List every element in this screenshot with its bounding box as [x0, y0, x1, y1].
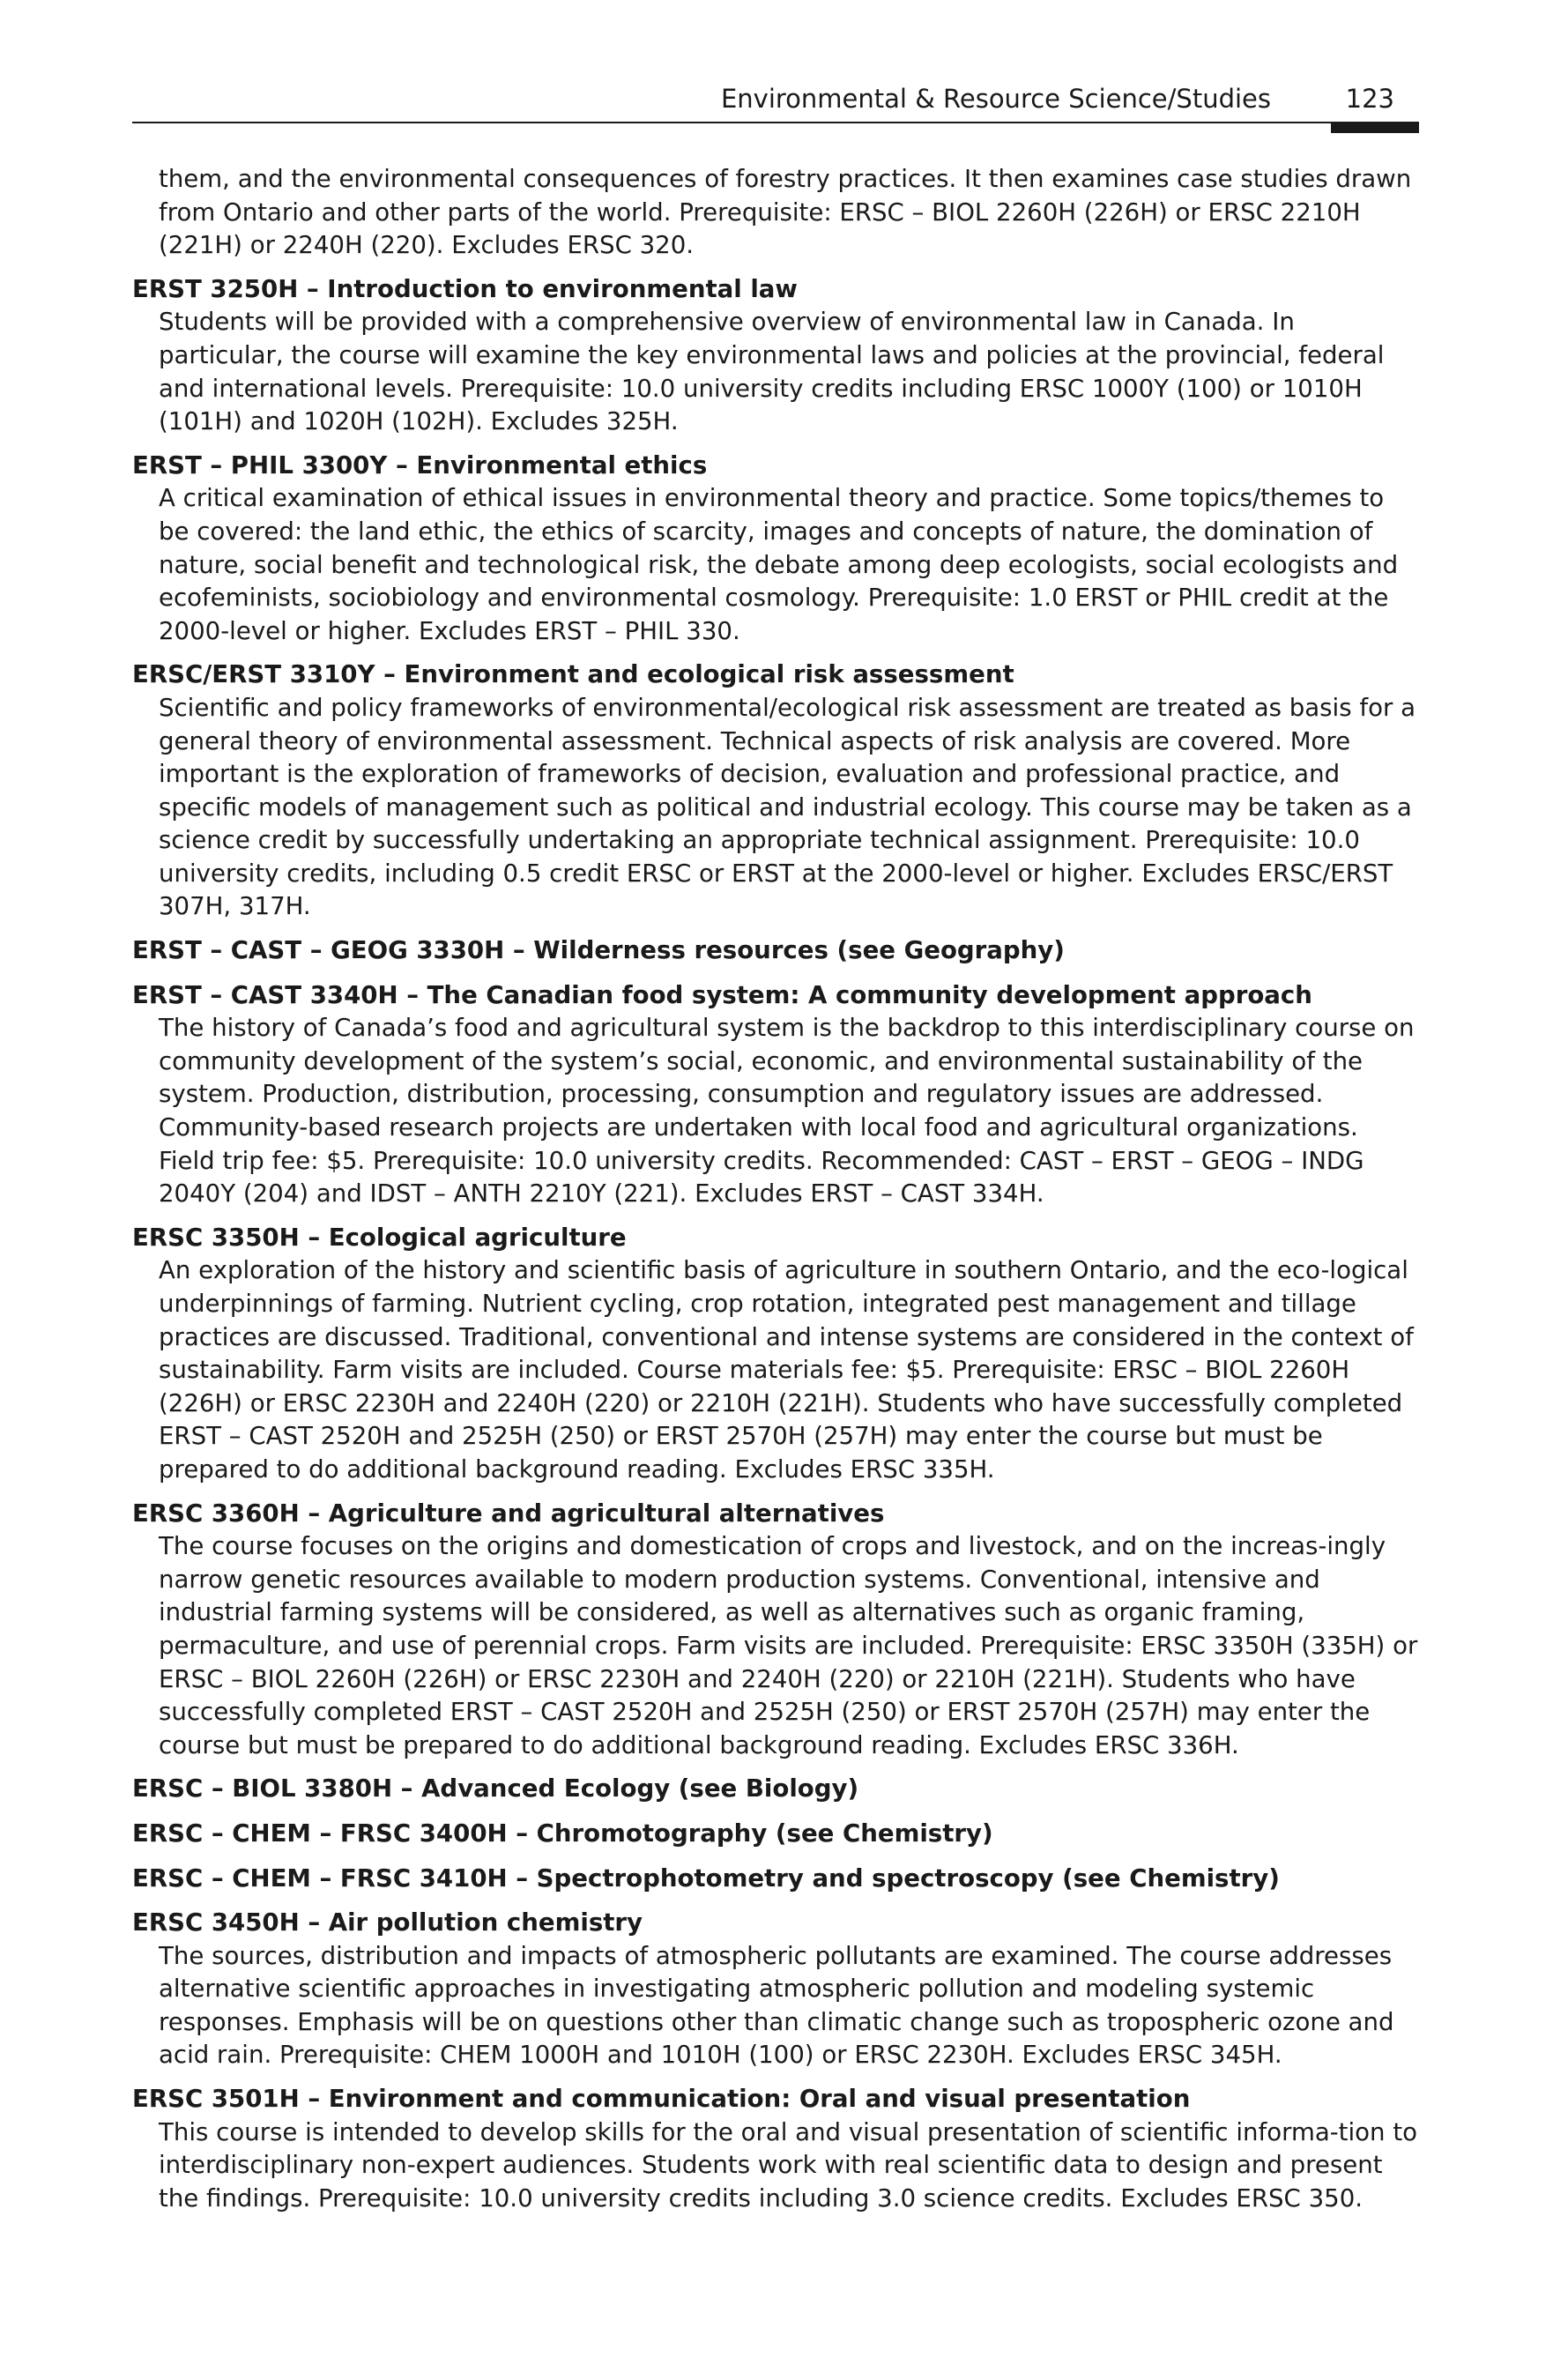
course-title: ERSC – CHEM – FRSC 3400H – Chromotography (see Chemistry)	[132, 1818, 993, 1848]
page-header	[132, 81, 1419, 123]
course-description: Students will be provided with a comprehensive overview of environmental law in Canada. In particular, the course will examine the key environmental laws and policies at the provincial, federal and international levels. Prerequisite: 10.0 university credits including ERSC 1000Y (100) or 1010H (101H) and 1020H (102H). Excludes 325H.	[159, 307, 1385, 436]
course-entry	[132, 449, 1421, 648]
course-title: ERSC 3360H – Agriculture and agricultural alternatives	[132, 1498, 885, 1528]
course-entry	[132, 1497, 1421, 1762]
course-title: ERSC – CHEM – FRSC 3410H – Spectrophotometry and spectroscopy (see Chemistry)	[132, 1863, 1280, 1893]
header-tab-marker	[1331, 123, 1419, 133]
course-description: This course is intended to develop skills for the oral and visual presentation of scientific informa-tion to interdisciplinary non-expert audiences. Students work with real scientific data to design and present the findings. Prerequisite: 10.0 university credits including 3.0 science credits. Excludes ERSC 350.	[159, 2116, 1418, 2213]
course-description: An exploration of the history and scientific basis of agriculture in southern Ontario, and the eco-logical underpinnings of farming. Nutrient cycling, crop rotation, integrated pest management and tillage practices are discussed. Traditional, conventional and intense systems are considered in the context of sustainability. Farm visits are included. Course materials fee: $5. Prerequisite: ERSC – BIOL 2260H (226H) or ERSC 2230H and 2240H (220) or 2210H (221H). Students who have successfully completed ERST – CAST 2520H and 2525H (250) or ERST 2570H (257H) may enter the course but must be prepared to do additional background reading. Excludes ERSC 335H.	[159, 1255, 1414, 1484]
course-entry	[132, 1221, 1421, 1486]
course-entry	[132, 1906, 1421, 2071]
course-entry	[132, 1862, 1421, 1895]
course-title: ERSC 3350H – Ecological agriculture	[132, 1222, 627, 1252]
course-title: ERSC 3501H – Environment and communication: Oral and visual presentation	[132, 2084, 1191, 2114]
course-listing	[132, 162, 1421, 2225]
header-rule	[132, 122, 1419, 123]
course-title: ERSC – BIOL 3380H – Advanced Ecology (see Biology)	[132, 1774, 859, 1804]
course-description: Scientific and policy frameworks of environmental/ecological risk assessment are treated as basis for a general theory of environmental assessment. Technical aspects of risk analysis are covered. More important is the exploration of frameworks of decision, evaluation and professional practice, and specific models of management such as political and industrial ecology. This course may be taken as a science credit by successfully undertaking an appropriate technical assignment. Prerequisite: 10.0 university credits, including 0.5 credit ERSC or ERST at the 2000-level or higher. Excludes ERSC/ERST 307H, 317H.	[159, 692, 1416, 921]
course-entry	[132, 978, 1421, 1210]
page-number: 123	[1345, 84, 1394, 114]
course-description: The history of Canada’s food and agricultural system is the backdrop to this interdisciplinary course on community development of the system’s social, economic, and environmental sustainability of the system. Production, distribution, processing, consumption and regulatory issues are addressed. Community-based research projects are undertaken with local food and agricultural organizations. Field trip fee: $5. Prerequisite: 10.0 university credits. Recommended: CAST – ERST – GEOG – INDG 2040Y (204) and IDST – ANTH 2210Y (221). Excludes ERST – CAST 334H.	[159, 1013, 1415, 1209]
course-description: A critical examination of ethical issues in environmental theory and practice. Some topics/themes to be covered: the land ethic, the ethics of scarcity, images and concepts of nature, the domination of nature, social benefit and technological risk, the debate among deep ecologists, social ecologists and ecofeminists, sociobiology and environmental cosmology. Prerequisite: 1.0 ERST or PHIL credit at the 2000-level or higher. Excludes ERST – PHIL 330.	[159, 483, 1399, 645]
course-entry	[132, 2082, 1421, 2214]
course-title: ERST – CAST 3340H – The Canadian food system: A community development approach	[132, 979, 1312, 1009]
course-title: ERST 3250H – Introduction to environmental law	[132, 273, 798, 303]
course-title: ERSC/ERST 3310Y – Environment and ecological risk assessment	[132, 659, 1014, 689]
course-entry	[132, 272, 1421, 438]
course-description: The course focuses on the origins and domestication of crops and livestock, and on the increas-ingly narrow genetic resources available to modern production systems. Conventional, intensive and industrial farming systems will be considered, as well as alternatives such as organic framing, permaculture, and use of perennial crops. Farm visits are included. Prerequisite: ERSC 3350H (335H) or ERSC – BIOL 2260H (226H) or ERSC 2230H and 2240H (220) or 2210H (221H). Students who have successfully completed ERST – CAST 2520H and 2525H (250) or ERST 2570H (257H) may enter the course but must be prepared to do additional background reading. Excludes ERSC 336H.	[159, 1531, 1418, 1759]
course-entry	[132, 1817, 1421, 1850]
course-title: ERST – PHIL 3300Y – Environmental ethics	[132, 450, 708, 480]
course-entry	[132, 658, 1421, 923]
continued-description: them, and the environmental consequences of forestry practices. It then examines case studies drawn from Ontario and other parts of the world. Prerequisite: ERSC – BIOL 2260H (226H) or ERSC 2210H (221H) or 2240H (220). Excludes ERSC 320.	[159, 164, 1412, 260]
course-description: The sources, distribution and impacts of atmospheric pollutants are examined. The course addresses alternative scientific approaches in investigating atmospheric pollution and modeling systemic responses. Emphasis will be on questions other than climatic change such as tropospheric ozone and acid rain. Prerequisite: CHEM 1000H and 1010H (100) or ERSC 2230H. Excludes ERSC 345H.	[159, 1940, 1394, 2070]
running-title: Environmental & Resource Science/Studies	[720, 84, 1271, 114]
course-title: ERSC 3450H – Air pollution chemistry	[132, 1908, 643, 1937]
course-title: ERST – CAST – GEOG 3330H – Wilderness resources (see Geography)	[132, 935, 1065, 965]
course-entry	[132, 1772, 1421, 1805]
course-entry	[132, 933, 1421, 967]
